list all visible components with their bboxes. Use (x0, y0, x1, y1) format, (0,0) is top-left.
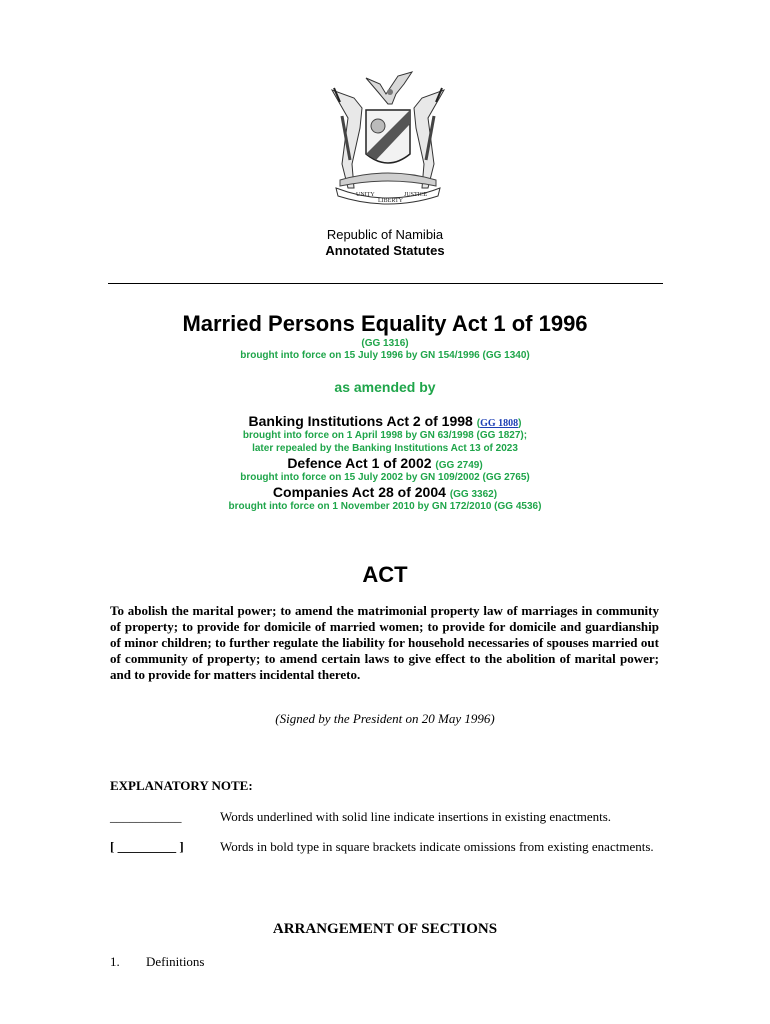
amendment-2-name: Defence Act 1 of 2002 (287, 455, 432, 471)
amendment-1-gazette-link[interactable]: GG 1808 (480, 418, 519, 429)
omission-symbol: [ _________ ] (110, 839, 184, 854)
amendment-2-gazette: (GG 2749) (435, 460, 483, 471)
title-commencement: brought into force on 15 July 1996 by GN 154/1996 (GG 1340) (240, 350, 530, 361)
amendment-3-title (0, 484, 770, 500)
explanatory-note-row (110, 809, 662, 825)
insertion-symbol: ___________ (110, 809, 182, 824)
act-heading: ACT (362, 562, 408, 587)
section-title: Definitions (146, 954, 205, 969)
signed-note: (Signed by the President on 20 May 1996) (275, 711, 495, 726)
amendment-1-title (0, 413, 770, 429)
svg-text:UNITY: UNITY (356, 192, 375, 198)
coat-of-arms (318, 68, 458, 210)
amendment-1-note-2: later repealed by the Banking Institutions Act 13 of 2023 (252, 443, 518, 454)
coat-of-arms-icon (318, 68, 458, 210)
amendment-2-note-1: brought into force on 15 July 2002 by GN 109/2002 (GG 2765) (240, 472, 530, 483)
amendment-1-note-1: brought into force on 1 April 1998 by GN 63/1998 (GG 1827); (242, 430, 528, 441)
omission-text: Words in bold type in square brackets indicate omissions from existing enactments. (220, 839, 654, 854)
explanatory-note-heading: EXPLANATORY NOTE: (110, 778, 253, 793)
amendment-3-gazette: (GG 3362) (449, 489, 498, 500)
header-divider (108, 283, 663, 284)
amended-by-label: as amended by (334, 379, 436, 395)
amendment-1-gazette-close: ) (518, 418, 522, 429)
title-gazette: (GG 1316) (361, 338, 409, 349)
explanatory-note-row (110, 839, 662, 871)
insertion-text: Words underlined with solid line indicate insertions in existing enactments. (220, 809, 612, 824)
amendment-3-name: Companies Act 28 of 2004 (272, 484, 446, 500)
section-number: 1. (110, 954, 120, 969)
republic-label: Republic of Namibia (326, 227, 444, 242)
amendment-1-gazette-open: ( (476, 418, 481, 429)
amendment-3-note-1: brought into force on 1 November 2010 by GN 172/2010 (GG 4536) (228, 501, 542, 512)
svg-text:LIBERTY: LIBERTY (378, 198, 403, 204)
arrangement-heading: ARRANGEMENT OF SECTIONS (272, 921, 498, 937)
annotated-statutes-label: Annotated Statutes (325, 243, 445, 258)
amendment-1-name: Banking Institutions Act 2 of 1998 (248, 413, 473, 429)
svg-text:JUSTICE: JUSTICE (404, 192, 428, 198)
act-long-title: To abolish the marital power; to amend the matrimonial property law of marriages in community of property; to provide for domicile of married women; to provide for domicile and guardianship of minor children; to further regulate the liability for household necessaries of spouses married out of community of property; to amend certain laws to give effect to the abolition of marital power; and to provide for matters incidental thereto. (110, 603, 659, 682)
amendment-2-title (0, 455, 770, 471)
page-title: Married Persons Equality Act 1 of 1996 (182, 311, 588, 336)
